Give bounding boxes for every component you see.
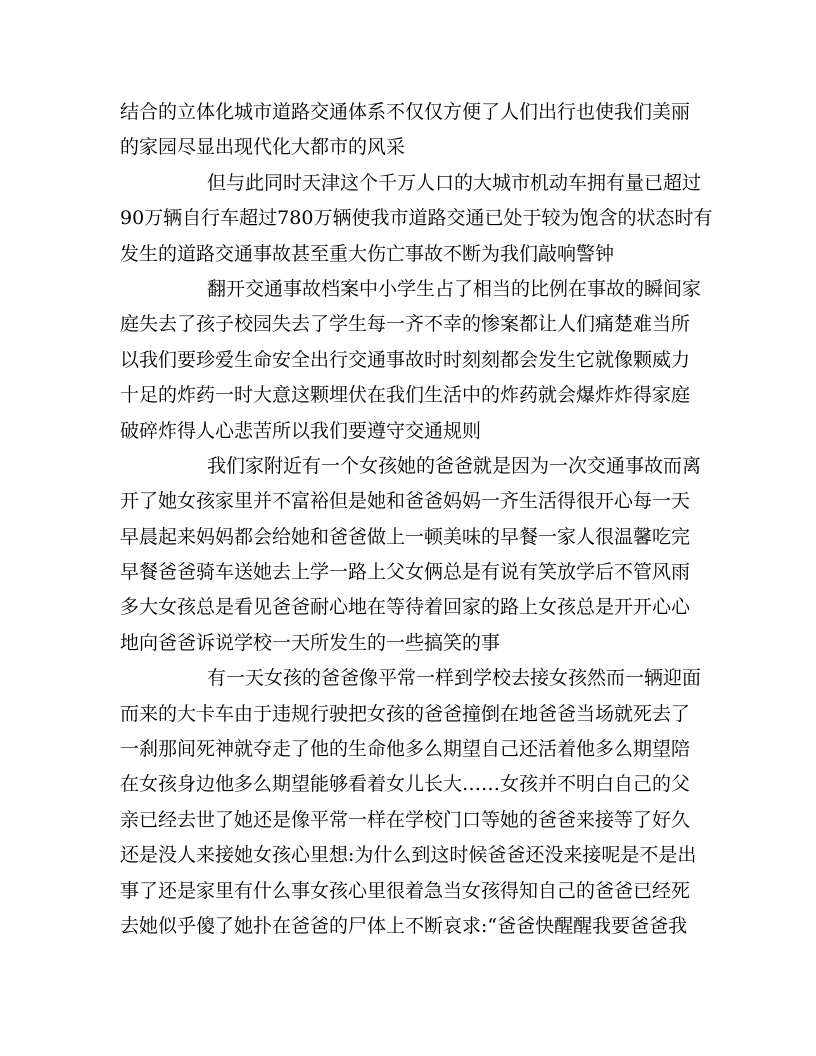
- text-line: 有一天女孩的爸爸像平常一样到学校去接女孩然而一辆迎面: [207, 667, 702, 690]
- text-line: 多大女孩总是看见爸爸耐心地在等待着回家的路上女孩总是开开心心: [120, 596, 691, 619]
- text-line: 的家园尽显出现代化大都市的风采: [120, 136, 406, 159]
- text-line: 还是没人来接她女孩心里想:为什么到这时候爸爸还没来接呢是不是出: [120, 844, 697, 867]
- text-line: 以我们要珍爱生命安全出行交通事故时时刻刻都会发生它就像颗威力: [120, 348, 691, 371]
- text-line: 而来的大卡车由于违规行驶把女孩的爸爸撞倒在地爸爸当场就死去了: [120, 702, 691, 725]
- text-line: 结合的立体化城市道路交通体系不仅仅方便了人们出行也使我们美丽: [120, 101, 691, 123]
- text-line: 90万辆自行车超过780万辆使我市道路交通已处于较为饱含的状态时有: [120, 207, 713, 230]
- text-line: 早餐爸爸骑车送她去上学一路上父女俩总是有说有笑放学后不管风雨: [120, 561, 691, 584]
- text-line: 开了她女孩家里并不富裕但是她和爸爸妈妈一齐生活得很开心每一天: [120, 490, 691, 513]
- text-line: 我们家附近有一个女孩她的爸爸就是因为一次交通事故而离: [207, 454, 702, 477]
- text-line: 发生的道路交通事故甚至重大伤亡事故不断为我们敲响警钟: [120, 242, 615, 265]
- text-line: 但与此同时天津这个千万人口的大城市机动车拥有量已超过: [207, 171, 702, 194]
- text-line: 亲已经去世了她还是像平常一样在学校门口等她的爸爸来接等了好久: [120, 808, 691, 831]
- text-line: 一刹那间死神就夺走了他的生命他多么期望自己还活着他多么期望陪: [120, 738, 691, 761]
- body-text: [120, 95, 713, 944]
- text-line: 在女孩身边他多么期望能够看着女儿长大……女孩并不明白自己的父: [120, 773, 691, 796]
- text-line: 早晨起来妈妈都会给她和爸爸做上一顿美味的早餐一家人很温馨吃完: [120, 525, 691, 548]
- text-line: 地向爸爸诉说学校一天所发生的一些搞笑的事: [120, 631, 501, 654]
- text-line: 破碎炸得人心悲苦所以我们要遵守交通规则: [120, 419, 482, 442]
- text-line: 庭失去了孩子校园失去了学生每一齐不幸的惨案都让人们痛楚难当所: [120, 313, 691, 336]
- text-line: 十足的炸药一时大意这颗埋伏在我们生活中的炸药就会爆炸炸得家庭: [120, 384, 691, 407]
- text-line: 去她似乎傻了她扑在爸爸的尸体上不断哀求:“爸爸快醒醒我要爸爸我: [120, 914, 688, 937]
- text-line: 事了还是家里有什么事女孩心里很着急当女孩得知自己的爸爸已经死: [120, 879, 691, 902]
- text-line: 翻开交通事故档案中小学生占了相当的比例在事故的瞬间家: [207, 277, 702, 300]
